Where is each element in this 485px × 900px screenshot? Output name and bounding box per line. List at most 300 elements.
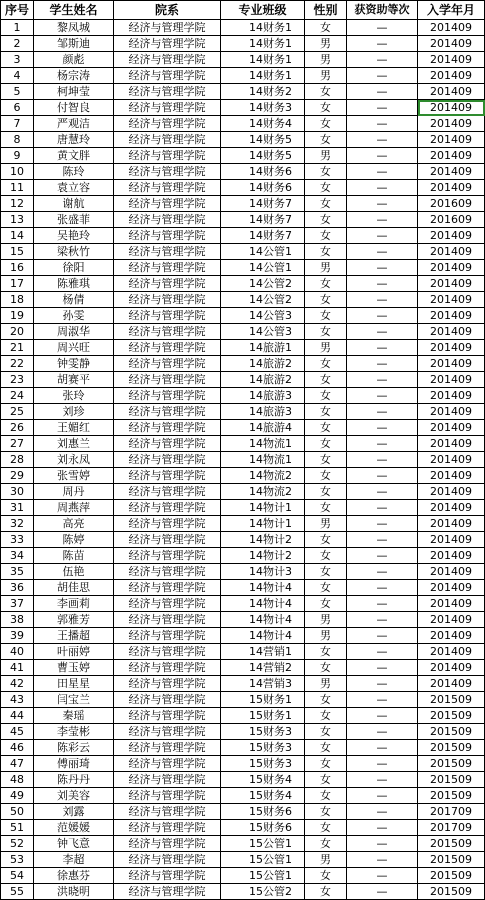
cell-aid[interactable]: — <box>347 644 418 660</box>
cell-gender[interactable]: 男 <box>305 52 347 68</box>
cell-dept[interactable]: 经济与管理学院 <box>114 84 221 100</box>
cell-class[interactable]: 15公管1 <box>221 836 305 852</box>
cell-seq[interactable]: 16 <box>1 260 34 276</box>
cell-gender[interactable]: 女 <box>305 324 347 340</box>
cell-name[interactable]: 周燕萍 <box>34 500 114 516</box>
header-class[interactable]: 专业班级 <box>221 1 305 20</box>
cell-seq[interactable]: 17 <box>1 276 34 292</box>
cell-gender[interactable]: 女 <box>305 836 347 852</box>
cell-dept[interactable]: 经济与管理学院 <box>114 196 221 212</box>
cell-enroll[interactable]: 201409 <box>418 260 485 276</box>
cell-gender[interactable]: 女 <box>305 868 347 884</box>
cell-seq[interactable]: 11 <box>1 180 34 196</box>
cell-name[interactable]: 徐惠芬 <box>34 868 114 884</box>
cell-enroll[interactable]: 201409 <box>418 548 485 564</box>
cell-dept[interactable]: 经济与管理学院 <box>114 180 221 196</box>
cell-name[interactable]: 王播超 <box>34 628 114 644</box>
cell-class[interactable]: 14财务1 <box>221 52 305 68</box>
cell-gender[interactable]: 女 <box>305 692 347 708</box>
cell-class[interactable]: 15财务4 <box>221 772 305 788</box>
cell-seq[interactable]: 29 <box>1 468 34 484</box>
cell-seq[interactable]: 44 <box>1 708 34 724</box>
cell-seq[interactable]: 10 <box>1 164 34 180</box>
header-dept[interactable]: 院系 <box>114 1 221 20</box>
cell-enroll[interactable]: 201409 <box>418 388 485 404</box>
cell-seq[interactable]: 14 <box>1 228 34 244</box>
cell-dept[interactable]: 经济与管理学院 <box>114 676 221 692</box>
cell-dept[interactable]: 经济与管理学院 <box>114 740 221 756</box>
cell-gender[interactable]: 女 <box>305 132 347 148</box>
cell-enroll[interactable]: 201509 <box>418 772 485 788</box>
cell-dept[interactable]: 经济与管理学院 <box>114 644 221 660</box>
cell-seq[interactable]: 50 <box>1 804 34 820</box>
cell-aid[interactable]: — <box>347 452 418 468</box>
cell-name[interactable]: 李莹彬 <box>34 724 114 740</box>
cell-seq[interactable]: 22 <box>1 356 34 372</box>
cell-name[interactable]: 梁秋竹 <box>34 244 114 260</box>
cell-aid[interactable]: — <box>347 852 418 868</box>
cell-class[interactable]: 14物计1 <box>221 500 305 516</box>
cell-name[interactable]: 叶丽婷 <box>34 644 114 660</box>
cell-name[interactable]: 李超 <box>34 852 114 868</box>
cell-aid[interactable]: — <box>347 436 418 452</box>
cell-name[interactable]: 秦瑶 <box>34 708 114 724</box>
cell-seq[interactable]: 27 <box>1 436 34 452</box>
cell-gender[interactable]: 女 <box>305 500 347 516</box>
cell-enroll[interactable]: 201409 <box>418 148 485 164</box>
cell-enroll[interactable]: 201709 <box>418 820 485 836</box>
cell-enroll[interactable]: 201709 <box>418 804 485 820</box>
cell-name[interactable]: 吴艳玲 <box>34 228 114 244</box>
cell-class[interactable]: 14财务4 <box>221 116 305 132</box>
cell-seq[interactable]: 43 <box>1 692 34 708</box>
cell-enroll[interactable]: 201409 <box>418 628 485 644</box>
cell-aid[interactable]: — <box>347 100 418 116</box>
cell-enroll[interactable]: 201409 <box>418 660 485 676</box>
cell-gender[interactable]: 男 <box>305 148 347 164</box>
cell-name[interactable]: 钟雯静 <box>34 356 114 372</box>
cell-gender[interactable]: 女 <box>305 564 347 580</box>
cell-dept[interactable]: 经济与管理学院 <box>114 292 221 308</box>
cell-enroll[interactable]: 201409 <box>418 324 485 340</box>
cell-name[interactable]: 田星星 <box>34 676 114 692</box>
cell-gender[interactable]: 女 <box>305 804 347 820</box>
header-name[interactable]: 学生姓名 <box>34 1 114 20</box>
cell-name[interactable]: 黎凤城 <box>34 20 114 36</box>
cell-class[interactable]: 14财务7 <box>221 228 305 244</box>
cell-class[interactable]: 14物计4 <box>221 612 305 628</box>
cell-seq[interactable]: 3 <box>1 52 34 68</box>
cell-dept[interactable]: 经济与管理学院 <box>114 228 221 244</box>
cell-seq[interactable]: 49 <box>1 788 34 804</box>
cell-name[interactable]: 高亮 <box>34 516 114 532</box>
cell-seq[interactable]: 20 <box>1 324 34 340</box>
cell-seq[interactable]: 28 <box>1 452 34 468</box>
cell-class[interactable]: 14物流2 <box>221 484 305 500</box>
cell-name[interactable]: 唐慧玲 <box>34 132 114 148</box>
cell-gender[interactable]: 女 <box>305 116 347 132</box>
cell-seq[interactable]: 15 <box>1 244 34 260</box>
cell-enroll[interactable]: 201509 <box>418 788 485 804</box>
cell-enroll[interactable]: 201409 <box>418 372 485 388</box>
cell-aid[interactable]: — <box>347 468 418 484</box>
cell-gender[interactable]: 男 <box>305 340 347 356</box>
cell-class[interactable]: 14营销1 <box>221 644 305 660</box>
cell-aid[interactable]: — <box>347 740 418 756</box>
cell-enroll[interactable]: 201609 <box>418 196 485 212</box>
cell-gender[interactable]: 女 <box>305 820 347 836</box>
cell-class[interactable]: 15财务6 <box>221 804 305 820</box>
cell-aid[interactable]: — <box>347 532 418 548</box>
cell-class[interactable]: 14物计2 <box>221 532 305 548</box>
cell-dept[interactable]: 经济与管理学院 <box>114 116 221 132</box>
cell-class[interactable]: 14物计3 <box>221 564 305 580</box>
cell-enroll[interactable]: 201409 <box>418 500 485 516</box>
cell-dept[interactable]: 经济与管理学院 <box>114 436 221 452</box>
cell-class[interactable]: 14财务2 <box>221 84 305 100</box>
cell-seq[interactable]: 52 <box>1 836 34 852</box>
cell-name[interactable]: 曹玉婷 <box>34 660 114 676</box>
cell-aid[interactable]: — <box>347 868 418 884</box>
cell-name[interactable]: 周兴旺 <box>34 340 114 356</box>
cell-seq[interactable]: 6 <box>1 100 34 116</box>
cell-name[interactable]: 杨宗涛 <box>34 68 114 84</box>
cell-dept[interactable]: 经济与管理学院 <box>114 772 221 788</box>
cell-aid[interactable]: — <box>347 116 418 132</box>
cell-class[interactable]: 15财务3 <box>221 740 305 756</box>
cell-aid[interactable]: — <box>347 84 418 100</box>
cell-aid[interactable]: — <box>347 292 418 308</box>
cell-gender[interactable]: 女 <box>305 660 347 676</box>
cell-seq[interactable]: 38 <box>1 612 34 628</box>
cell-class[interactable]: 14财务6 <box>221 164 305 180</box>
cell-dept[interactable]: 经济与管理学院 <box>114 420 221 436</box>
cell-seq[interactable]: 1 <box>1 20 34 36</box>
cell-gender[interactable]: 女 <box>305 196 347 212</box>
cell-aid[interactable]: — <box>347 884 418 900</box>
cell-aid[interactable]: — <box>347 756 418 772</box>
cell-aid[interactable]: — <box>347 820 418 836</box>
cell-dept[interactable]: 经济与管理学院 <box>114 340 221 356</box>
cell-aid[interactable]: — <box>347 324 418 340</box>
cell-class[interactable]: 15公管1 <box>221 852 305 868</box>
cell-class[interactable]: 14公管2 <box>221 292 305 308</box>
cell-enroll[interactable]: 201409 <box>418 612 485 628</box>
cell-seq[interactable]: 34 <box>1 548 34 564</box>
cell-gender[interactable]: 女 <box>305 212 347 228</box>
cell-name[interactable]: 胡佳思 <box>34 580 114 596</box>
cell-dept[interactable]: 经济与管理学院 <box>114 628 221 644</box>
cell-seq[interactable]: 4 <box>1 68 34 84</box>
cell-seq[interactable]: 40 <box>1 644 34 660</box>
cell-seq[interactable]: 41 <box>1 660 34 676</box>
cell-name[interactable]: 刘惠兰 <box>34 436 114 452</box>
cell-seq[interactable]: 51 <box>1 820 34 836</box>
cell-class[interactable]: 14旅游1 <box>221 340 305 356</box>
cell-gender[interactable]: 女 <box>305 228 347 244</box>
cell-class[interactable]: 14营销2 <box>221 660 305 676</box>
header-enroll[interactable]: 入学年月 <box>418 1 485 20</box>
cell-name[interactable]: 徐阳 <box>34 260 114 276</box>
cell-dept[interactable]: 经济与管理学院 <box>114 548 221 564</box>
cell-name[interactable]: 张雪婷 <box>34 468 114 484</box>
cell-enroll[interactable]: 201509 <box>418 756 485 772</box>
cell-enroll[interactable]: 201409 <box>418 52 485 68</box>
cell-dept[interactable]: 经济与管理学院 <box>114 884 221 900</box>
cell-name[interactable]: 陈玲 <box>34 164 114 180</box>
cell-enroll[interactable]: 201509 <box>418 724 485 740</box>
cell-name[interactable]: 陈婷 <box>34 532 114 548</box>
cell-enroll[interactable]: 201409 <box>418 596 485 612</box>
cell-seq[interactable]: 36 <box>1 580 34 596</box>
cell-seq[interactable]: 46 <box>1 740 34 756</box>
cell-aid[interactable]: — <box>347 228 418 244</box>
cell-name[interactable]: 陈雅琪 <box>34 276 114 292</box>
cell-class[interactable]: 14旅游2 <box>221 372 305 388</box>
cell-class[interactable]: 14旅游2 <box>221 356 305 372</box>
cell-gender[interactable]: 女 <box>305 740 347 756</box>
cell-aid[interactable]: — <box>347 676 418 692</box>
cell-aid[interactable]: — <box>347 356 418 372</box>
cell-seq[interactable]: 23 <box>1 372 34 388</box>
cell-dept[interactable]: 经济与管理学院 <box>114 388 221 404</box>
cell-dept[interactable]: 经济与管理学院 <box>114 532 221 548</box>
cell-aid[interactable]: — <box>347 420 418 436</box>
cell-aid[interactable]: — <box>347 340 418 356</box>
cell-enroll[interactable]: 201409 <box>418 644 485 660</box>
cell-seq[interactable]: 8 <box>1 132 34 148</box>
cell-name[interactable]: 范媛媛 <box>34 820 114 836</box>
cell-enroll[interactable]: 201409 <box>418 420 485 436</box>
cell-name[interactable]: 张玲 <box>34 388 114 404</box>
cell-aid[interactable]: — <box>347 132 418 148</box>
cell-class[interactable]: 15财务4 <box>221 788 305 804</box>
cell-class[interactable]: 14旅游4 <box>221 420 305 436</box>
cell-gender[interactable]: 女 <box>305 404 347 420</box>
cell-gender[interactable]: 女 <box>305 596 347 612</box>
cell-seq[interactable]: 2 <box>1 36 34 52</box>
cell-dept[interactable]: 经济与管理学院 <box>114 132 221 148</box>
cell-seq[interactable]: 24 <box>1 388 34 404</box>
cell-gender[interactable]: 女 <box>305 180 347 196</box>
cell-enroll[interactable]: 201409 <box>418 468 485 484</box>
cell-dept[interactable]: 经济与管理学院 <box>114 612 221 628</box>
cell-gender[interactable]: 女 <box>305 548 347 564</box>
cell-class[interactable]: 14财务7 <box>221 196 305 212</box>
cell-enroll[interactable]: 201409 <box>418 116 485 132</box>
cell-seq[interactable]: 18 <box>1 292 34 308</box>
cell-name[interactable]: 邹斯迪 <box>34 36 114 52</box>
cell-class[interactable]: 14财务7 <box>221 212 305 228</box>
cell-dept[interactable]: 经济与管理学院 <box>114 372 221 388</box>
cell-gender[interactable]: 男 <box>305 260 347 276</box>
cell-dept[interactable]: 经济与管理学院 <box>114 516 221 532</box>
cell-class[interactable]: 14财务3 <box>221 100 305 116</box>
cell-enroll[interactable]: 201409 <box>418 132 485 148</box>
cell-class[interactable]: 14物计1 <box>221 516 305 532</box>
cell-class[interactable]: 14公管2 <box>221 276 305 292</box>
cell-name[interactable]: 柯坤莹 <box>34 84 114 100</box>
cell-enroll[interactable]: 201509 <box>418 868 485 884</box>
cell-class[interactable]: 14物计2 <box>221 548 305 564</box>
cell-dept[interactable]: 经济与管理学院 <box>114 852 221 868</box>
cell-name[interactable]: 刘珍 <box>34 404 114 420</box>
cell-dept[interactable]: 经济与管理学院 <box>114 756 221 772</box>
cell-gender[interactable]: 女 <box>305 276 347 292</box>
cell-dept[interactable]: 经济与管理学院 <box>114 164 221 180</box>
cell-class[interactable]: 14旅游3 <box>221 404 305 420</box>
cell-enroll[interactable]: 201409 <box>418 452 485 468</box>
cell-dept[interactable]: 经济与管理学院 <box>114 100 221 116</box>
cell-enroll[interactable]: 201509 <box>418 836 485 852</box>
cell-aid[interactable]: — <box>347 836 418 852</box>
cell-seq[interactable]: 55 <box>1 884 34 900</box>
cell-gender[interactable]: 女 <box>305 164 347 180</box>
cell-gender[interactable]: 女 <box>305 884 347 900</box>
cell-seq[interactable]: 9 <box>1 148 34 164</box>
cell-enroll[interactable]: 201409 <box>418 532 485 548</box>
cell-seq[interactable]: 35 <box>1 564 34 580</box>
cell-dept[interactable]: 经济与管理学院 <box>114 580 221 596</box>
cell-enroll[interactable]: 201509 <box>418 740 485 756</box>
cell-seq[interactable]: 5 <box>1 84 34 100</box>
cell-gender[interactable]: 女 <box>305 20 347 36</box>
cell-name[interactable]: 张盛菲 <box>34 212 114 228</box>
selected-cell[interactable]: 201409 <box>418 100 485 116</box>
cell-seq[interactable]: 54 <box>1 868 34 884</box>
cell-gender[interactable]: 女 <box>305 100 347 116</box>
cell-enroll[interactable]: 201409 <box>418 180 485 196</box>
cell-enroll[interactable]: 201509 <box>418 852 485 868</box>
cell-name[interactable]: 闫宝兰 <box>34 692 114 708</box>
cell-aid[interactable]: — <box>347 36 418 52</box>
cell-class[interactable]: 15财务6 <box>221 820 305 836</box>
cell-aid[interactable]: — <box>347 372 418 388</box>
cell-dept[interactable]: 经济与管理学院 <box>114 52 221 68</box>
cell-class[interactable]: 14物流2 <box>221 468 305 484</box>
cell-gender[interactable]: 女 <box>305 788 347 804</box>
cell-dept[interactable]: 经济与管理学院 <box>114 692 221 708</box>
header-seq[interactable]: 序号 <box>1 1 34 20</box>
cell-gender[interactable]: 女 <box>305 372 347 388</box>
cell-dept[interactable]: 经济与管理学院 <box>114 404 221 420</box>
cell-enroll[interactable]: 201409 <box>418 228 485 244</box>
cell-gender[interactable]: 男 <box>305 68 347 84</box>
cell-enroll[interactable]: 201509 <box>418 884 485 900</box>
cell-class[interactable]: 14公管1 <box>221 244 305 260</box>
cell-name[interactable]: 李画莉 <box>34 596 114 612</box>
cell-gender[interactable]: 女 <box>305 708 347 724</box>
cell-aid[interactable]: — <box>347 20 418 36</box>
cell-name[interactable]: 黄文胖 <box>34 148 114 164</box>
cell-dept[interactable]: 经济与管理学院 <box>114 356 221 372</box>
cell-dept[interactable]: 经济与管理学院 <box>114 596 221 612</box>
cell-class[interactable]: 15财务3 <box>221 756 305 772</box>
cell-gender[interactable]: 女 <box>305 388 347 404</box>
cell-class[interactable]: 14公管3 <box>221 308 305 324</box>
cell-aid[interactable]: — <box>347 68 418 84</box>
cell-dept[interactable]: 经济与管理学院 <box>114 820 221 836</box>
cell-name[interactable]: 刘永凤 <box>34 452 114 468</box>
cell-name[interactable]: 杨倩 <box>34 292 114 308</box>
cell-gender[interactable]: 女 <box>305 356 347 372</box>
cell-gender[interactable]: 男 <box>305 612 347 628</box>
cell-name[interactable]: 周淑华 <box>34 324 114 340</box>
header-gender[interactable]: 性别 <box>305 1 347 20</box>
cell-name[interactable]: 谢航 <box>34 196 114 212</box>
cell-name[interactable]: 郭雅芳 <box>34 612 114 628</box>
cell-class[interactable]: 14营销3 <box>221 676 305 692</box>
cell-gender[interactable]: 女 <box>305 532 347 548</box>
cell-name[interactable]: 刘露 <box>34 804 114 820</box>
cell-aid[interactable]: — <box>347 724 418 740</box>
header-aid[interactable]: 获资助等次 <box>347 1 418 20</box>
cell-enroll[interactable]: 201409 <box>418 68 485 84</box>
cell-seq[interactable]: 7 <box>1 116 34 132</box>
cell-aid[interactable]: — <box>347 164 418 180</box>
cell-class[interactable]: 14物计4 <box>221 596 305 612</box>
cell-enroll[interactable]: 201409 <box>418 308 485 324</box>
cell-seq[interactable]: 30 <box>1 484 34 500</box>
cell-class[interactable]: 15财务3 <box>221 724 305 740</box>
cell-aid[interactable]: — <box>347 244 418 260</box>
cell-aid[interactable]: — <box>347 548 418 564</box>
cell-aid[interactable]: — <box>347 692 418 708</box>
cell-gender[interactable]: 男 <box>305 676 347 692</box>
cell-dept[interactable]: 经济与管理学院 <box>114 324 221 340</box>
cell-name[interactable]: 付智良 <box>34 100 114 116</box>
cell-gender[interactable]: 男 <box>305 628 347 644</box>
cell-name[interactable]: 陈丹丹 <box>34 772 114 788</box>
cell-class[interactable]: 14物流1 <box>221 452 305 468</box>
cell-aid[interactable]: — <box>347 708 418 724</box>
cell-dept[interactable]: 经济与管理学院 <box>114 724 221 740</box>
cell-aid[interactable]: — <box>347 580 418 596</box>
cell-gender[interactable]: 女 <box>305 452 347 468</box>
cell-enroll[interactable]: 201409 <box>418 84 485 100</box>
cell-aid[interactable]: — <box>347 52 418 68</box>
cell-class[interactable]: 14公管1 <box>221 260 305 276</box>
cell-aid[interactable]: — <box>347 484 418 500</box>
cell-seq[interactable]: 21 <box>1 340 34 356</box>
cell-enroll[interactable]: 201409 <box>418 356 485 372</box>
cell-dept[interactable]: 经济与管理学院 <box>114 260 221 276</box>
cell-aid[interactable]: — <box>347 804 418 820</box>
cell-dept[interactable]: 经济与管理学院 <box>114 212 221 228</box>
cell-aid[interactable]: — <box>347 404 418 420</box>
cell-dept[interactable]: 经济与管理学院 <box>114 244 221 260</box>
cell-class[interactable]: 14财务5 <box>221 132 305 148</box>
cell-gender[interactable]: 男 <box>305 36 347 52</box>
cell-class[interactable]: 14财务5 <box>221 148 305 164</box>
cell-aid[interactable]: — <box>347 612 418 628</box>
cell-gender[interactable]: 男 <box>305 516 347 532</box>
cell-name[interactable]: 伍艳 <box>34 564 114 580</box>
cell-class[interactable]: 14财务1 <box>221 20 305 36</box>
cell-gender[interactable]: 女 <box>305 420 347 436</box>
cell-seq[interactable]: 48 <box>1 772 34 788</box>
cell-name[interactable]: 傅丽琦 <box>34 756 114 772</box>
cell-gender[interactable]: 女 <box>305 436 347 452</box>
cell-dept[interactable]: 经济与管理学院 <box>114 148 221 164</box>
cell-enroll[interactable]: 201409 <box>418 244 485 260</box>
cell-gender[interactable]: 女 <box>305 292 347 308</box>
cell-aid[interactable]: — <box>347 660 418 676</box>
cell-name[interactable]: 陈彩云 <box>34 740 114 756</box>
cell-seq[interactable]: 53 <box>1 852 34 868</box>
cell-enroll[interactable]: 201409 <box>418 580 485 596</box>
cell-seq[interactable]: 25 <box>1 404 34 420</box>
